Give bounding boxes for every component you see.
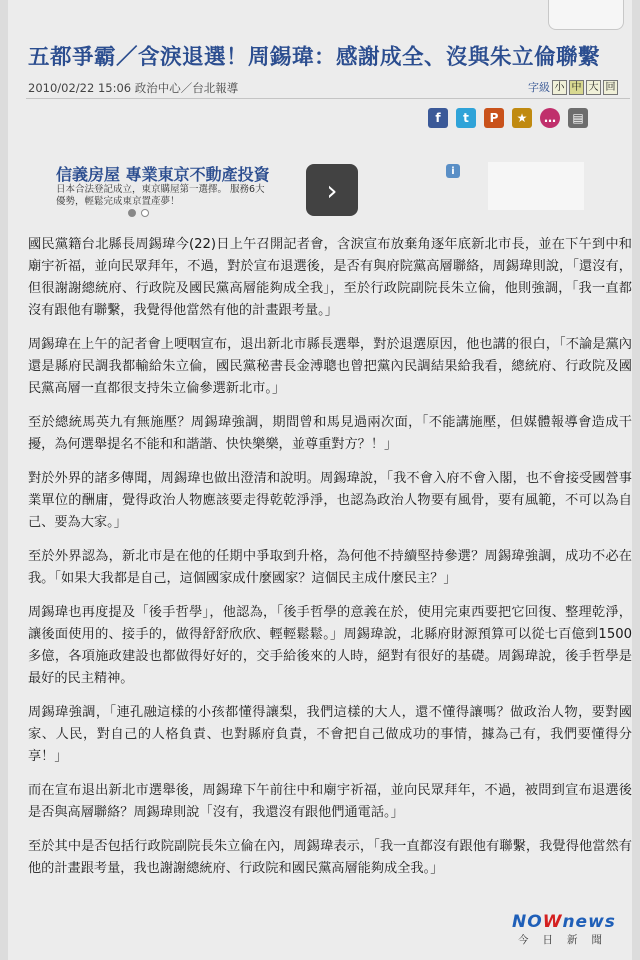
ad-placeholder (488, 162, 584, 210)
paragraph: 周錫瑋強調，「連孔融這樣的小孩都懂得讓梨，我們這樣的大人，還不懂得讓嗎？做政治人物，要對國家、人民，對自己的人格負責、也對縣府負責，不會把自己做成功的事情，據為己有，我們要懂得分享！」 (28, 705, 632, 764)
top-tab[interactable] (548, 0, 624, 30)
ad-info-icon[interactable]: i (446, 164, 460, 178)
ad-pager-dot-2[interactable] (141, 209, 149, 217)
article-page (8, 0, 632, 960)
paragraph: 至於總統馬英九有無施壓？周錫瑋強調，期間曾和馬見過兩次面，「不能講施壓，但媒體報導會造成干擾，為何選舉提名不能和和諧諧、快快樂樂，並尊重對方？！」 (28, 415, 632, 452)
paragraph: 至於外界認為，新北市是在他的任期中爭取到升格，為何他不持續堅持參選？周錫瑋強調，成功不必在我。「如果大我都是自己，這個國家成什麼國家？這個民主成什麼民主？」 (28, 549, 632, 586)
speech-bubble-icon[interactable]: … (540, 108, 560, 128)
ad-pager-dot-1[interactable] (128, 209, 136, 217)
article-body (28, 234, 632, 892)
font-size-reset-button[interactable]: 回 (603, 80, 618, 95)
article-title: 五都爭霸／含淚退選！周錫瑋：感謝成全、沒與朱立倫聯繫 (28, 45, 601, 70)
ad-description: 日本合法登記成立，東京購屋第一選擇。 服務6大優勢，輕鬆完成東京置產夢！ (56, 184, 265, 207)
font-size-medium-button[interactable]: 中 (569, 80, 584, 95)
ad-title[interactable]: 信義房屋 專業東京不動產投資 (56, 165, 270, 184)
print-icon[interactable]: ▤ (568, 108, 588, 128)
paragraph: 而在宣布退出新北市選舉後，周錫瑋下午前往中和廟宇祈福，並向民眾拜年，不過，被問到宣布退選後是否與高層聯絡？周錫瑋則說「沒有，我還沒有跟他們通電話。」 (28, 783, 632, 820)
logo-w: W (542, 912, 563, 932)
share-toolbar (428, 108, 588, 128)
logo-now: NO (512, 912, 543, 932)
ad-pager (128, 209, 149, 217)
paragraph: 對於外界的諸多傳聞，周錫瑋也做出澄清和說明。周錫瑋說，「我不會入府不會入閣，也不會接受國營事業單位的酬庸，覺得政治人物應該要走得乾乾淨淨，也認為政治人物要有風骨，要有風範，不可以為自己、要為大家。」 (28, 471, 632, 530)
twitter-icon[interactable]: t (456, 108, 476, 128)
article-meta: 2010/02/22 15:06 政治中心／台北報導 (28, 81, 239, 95)
font-size-large-button[interactable]: 大 (586, 80, 601, 95)
paragraph: 國民黨籍台北縣長周錫瑋今(22)日上午召開記者會，含淚宣布放棄角逐年底新北市長，並在下午到中和廟宇祈福，並向民眾拜年，不過，對於宣布退選後，是否有與府院黨高層聯絡，周錫瑋則說，「還沒有，但很謝謝總統府、行政院及國民黨高層能夠成全我」，至於行政院副院長朱立倫，他則強調，「我一直都沒有跟他有聯繫，我覺得他當然有他的計畫跟考量。」 (28, 237, 632, 318)
ad-next-button[interactable]: › (306, 164, 358, 216)
logo-news: news (562, 912, 616, 932)
paragraph: 至於其中是否包括行政院副院長朱立倫在內，周錫瑋表示，「我一直都沒有跟他有聯繫，我覺得他當然有他的計畫跟考量，我也謝謝總統府、行政院和國民黨高層能夠成全我。」 (28, 839, 632, 876)
title-divider (26, 98, 630, 99)
paragraph: 周錫瑋在上午的記者會上哽咽宣布，退出新北市縣長選舉，對於退選原因，他也講的很白，「不論是黨內還是縣府民調我都輸給朱立倫，國民黨秘書長金溥聰也曾把黨內民調結果給我看，總統府、行政院及國民黨高層一直都很支持朱立倫參選新北市。」 (28, 337, 632, 396)
paragraph: 周錫瑋也再度提及「後手哲學」，他認為，「後手哲學的意義在於，使用完東西要把它回復、整理乾淨，讓後面使用的、接手的，做得舒舒欣欣、輕輕鬆鬆。」周錫瑋說，北縣府財源預算可以從七百億到1500多億，各項施政建設也都做得好好的，交手給後來的人時，絕對有很好的基礎。周錫瑋說，後手哲學是最好的民主精神。 (28, 605, 632, 686)
ad-banner[interactable] (28, 162, 628, 228)
logo-subtitle: 今日新聞 (518, 934, 616, 946)
font-size-label: 字級 (528, 81, 550, 94)
font-size-control (528, 79, 618, 95)
plurk-icon[interactable]: P (484, 108, 504, 128)
facebook-icon[interactable]: f (428, 108, 448, 128)
nownews-logo (512, 912, 628, 956)
font-size-small-button[interactable]: 小 (552, 80, 567, 95)
trophy-icon[interactable]: ★ (512, 108, 532, 128)
